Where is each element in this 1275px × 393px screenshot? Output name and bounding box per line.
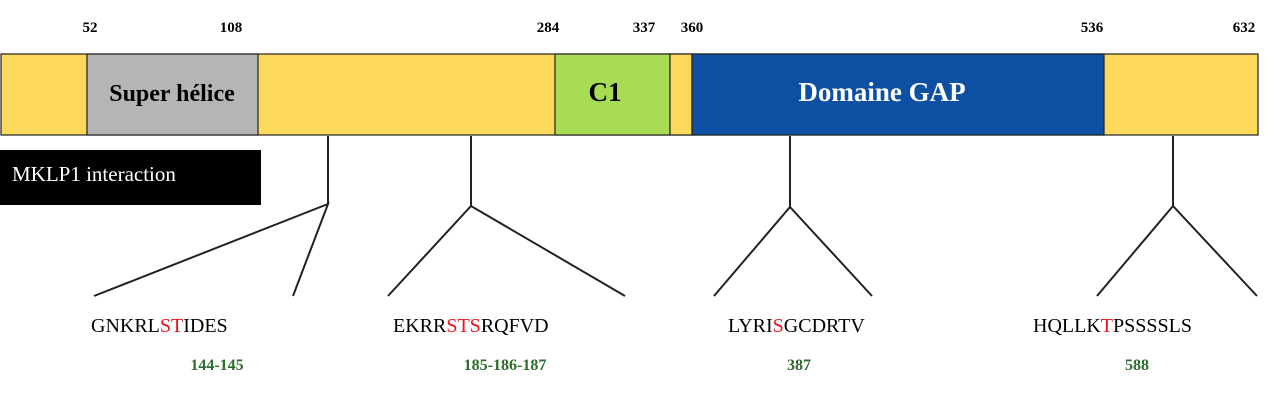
position-label: 360 xyxy=(680,20,704,36)
site-sequence: EKRRSTSRQFVD xyxy=(393,315,549,337)
site-sequence: HQLLKTPSSSSLS xyxy=(1033,315,1192,337)
site-connector xyxy=(94,204,328,296)
coiled-coil-label: Super hélice xyxy=(109,81,235,107)
position-label: 284 xyxy=(536,20,560,36)
site-connector xyxy=(388,206,625,296)
mklp1-interaction-label: MKLP1 interaction xyxy=(12,162,176,186)
gap-domain-label: Domaine GAP xyxy=(798,77,966,107)
site-connector xyxy=(714,207,872,296)
position-label: 536 xyxy=(1080,20,1104,36)
site-sequence: GNKRLSTIDES xyxy=(91,315,228,337)
position-label: 108 xyxy=(219,20,243,36)
position-label: 632 xyxy=(1232,20,1256,36)
site-position-label: 185-186-187 xyxy=(463,357,547,374)
position-label: 337 xyxy=(632,20,656,36)
linker-segment xyxy=(670,54,692,135)
site-position-label: 144-145 xyxy=(190,357,244,374)
position-label: 52 xyxy=(82,20,98,36)
site-position-label: 588 xyxy=(1125,357,1149,374)
c1-label: C1 xyxy=(588,77,622,107)
connector-lines xyxy=(94,136,1257,296)
site-position-label: 387 xyxy=(787,357,811,374)
site-sequence: LYRISGCDRTV xyxy=(728,315,865,337)
site-connector xyxy=(1097,206,1257,296)
